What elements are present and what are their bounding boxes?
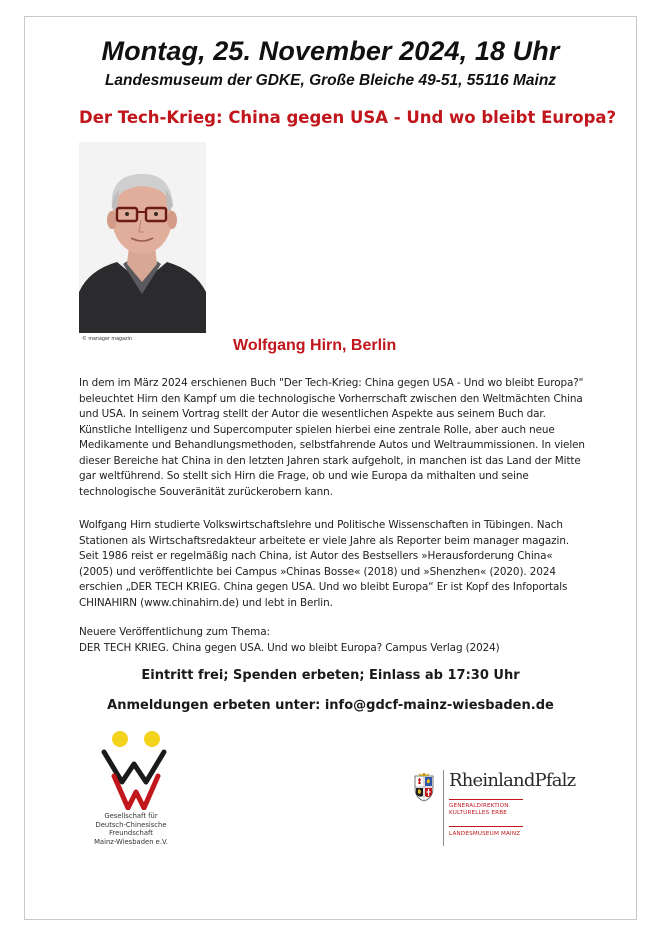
event-date: Montag, 25. November 2024, 18 Uhr [101, 36, 560, 66]
speaker-photo [79, 142, 206, 333]
event-venue: Landesmuseum der GDKE, Große Bleiche 49-51, 55116 Mainz [104, 72, 557, 89]
rlp-rule-bottom [449, 826, 523, 827]
rlp-coat-of-arms-icon [412, 772, 436, 802]
publication-heading: Neuere Veröffentlichung zum Thema: [79, 626, 270, 638]
rlp-wordmark: RheinlandPfalz [449, 770, 576, 791]
publication-body: DER TECH KRIEG. China gegen USA. Und wo bleibt Europa? Campus Verlag (2024) [79, 641, 500, 654]
speaker-name: Wolfgang Hirn, Berlin [233, 337, 397, 354]
rlp-museum: LANDESMUSEUM MAINZ [449, 831, 521, 837]
rlp-divider [443, 770, 444, 846]
gdcf-name: Gesellschaft für Deutsch-Chinesische Freundschaft Mainz-Wiesbaden e.V. [94, 812, 168, 846]
registration-note: Anmeldungen erbeten unter: info@gdcf-mainz-wiesbaden.de [107, 698, 554, 713]
photo-credit: © manager magazin [82, 337, 132, 342]
rlp-agency: GENERALDIREKTION KULTURELLES ERBE [449, 803, 509, 816]
gdcf-logo-icon [94, 730, 174, 810]
portrait-image [79, 142, 206, 333]
entry-note: Eintritt frei; Spenden erbeten; Einlass ab 17:30 Uhr [141, 668, 520, 683]
event-title: Der Tech-Krieg: China gegen USA - Und wo bleibt Europa? [79, 108, 617, 127]
rlp-rule-top [449, 799, 523, 800]
publication-note [79, 625, 589, 656]
book-description: In dem im März 2024 erschienen Buch "Der Tech-Krieg: China gegen USA - Und wo bleibt Europa?" beleuchtet Hirn den Kampf um die technologische Vorherrschaft zwischen den Weltmächten China und USA. In seinem Vortrag stellt der Autor die wesentlichen Aspekte aus seinem Buch dar. Künstliche Intelligenz und Supercomputer spielen hierbei eine zentrale Rolle, aber auch neue Medikamente und Behandlungsmethoden, selbstfahrende Autos und Weltraummissionen. In vielen dieser Bereiche hat China in den letzten Jahren stark aufgeholt, in manchen ist das Land der Mitte gar weltführend. So stellt sich Hirn die Frage, ob und wie Europa da mithalten und seine technologische Souveränität zurückerobern kann. [79, 377, 585, 498]
author-bio: Wolfgang Hirn studierte Volkswirtschaftslehre und Politische Wissenschaften in Tübingen. Nach Stationen als Wirtschaftsredakteur arbeitete er viele Jahre als Reporter beim manager magazin. Seit 1986 reist er regelmäßig nach China, ist Autor des Bestsellers »Herausforderung China« (2005) und veröffentlichte bei Campus »Chinas Bosse« (2018) und »Shenzhen« (2020). 2024 erschien „DER TECH KRIEG. China gegen USA. Und wo bleibt Europa“ Er ist Kopf des Infoportals CHINAHIRN (www.chinahirn.de) und lebt in Berlin. [79, 519, 570, 609]
